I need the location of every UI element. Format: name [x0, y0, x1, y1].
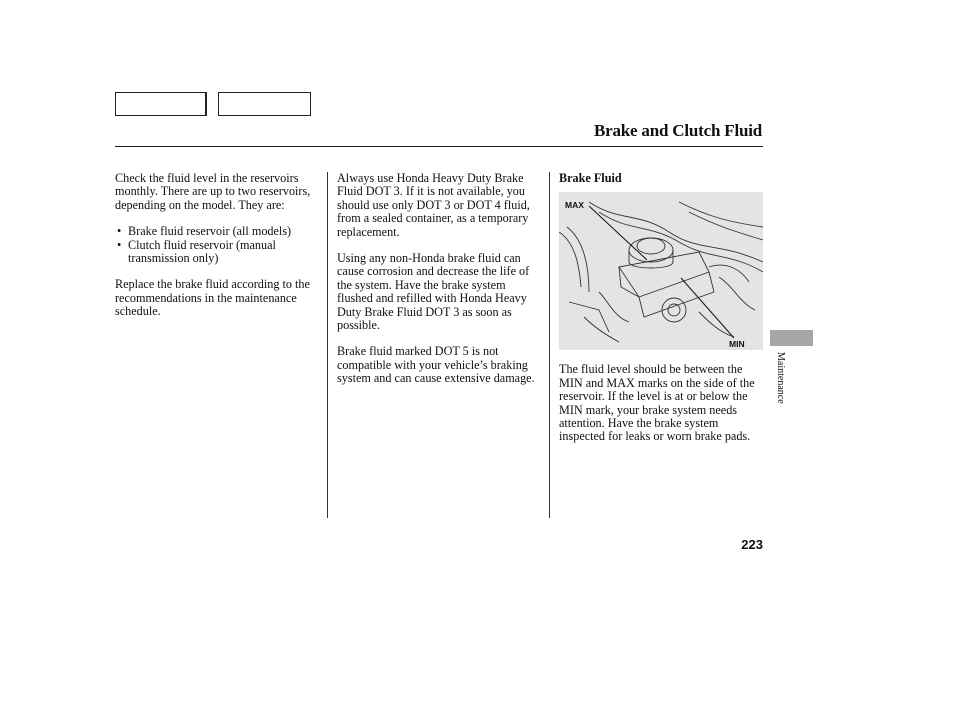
- min-label: MIN: [729, 339, 745, 350]
- column-1: [115, 172, 320, 332]
- reservoir-list: [115, 225, 320, 265]
- section-label: Maintenance: [775, 352, 786, 404]
- engine-bay-drawing: [559, 192, 763, 350]
- list-item: • Brake fluid reservoir (all models): [115, 225, 320, 238]
- section-thumb-tab[interactable]: [770, 330, 813, 346]
- column-divider-2: [549, 172, 550, 518]
- column-divider-1: [327, 172, 328, 518]
- paragraph-non-honda: Using any non-Honda brake fluid can cause corrosion and decrease the life of the system. Have the brake system flushed and refilled with Honda Heavy Duty Brake Fluid DOT 3 as soon as possible.: [337, 251, 530, 333]
- intro-paragraph: Check the fluid level in the reservoirs monthly. There are up to two reservoirs, depending on the model. They are:: [115, 171, 311, 212]
- max-label: MAX: [565, 200, 584, 211]
- nav-tab-box-right[interactable]: [218, 92, 311, 116]
- section-subheading: Brake Fluid: [559, 171, 622, 185]
- fluid-level-paragraph: The fluid level should be between the MIN and MAX marks on the side of the reservoir. If the level is at or below the MIN mark, your brake system needs attention. Have the brake system inspected for leaks or worn brake pads.: [559, 362, 755, 444]
- column-3: [559, 172, 764, 457]
- closing-paragraph: Replace the brake fluid according to the recommendations in the maintenance schedule.: [115, 277, 310, 319]
- paragraph-dot5: Brake fluid marked DOT 5 is not compatible with your vehicle’s braking system and can cause extensive damage.: [337, 344, 535, 386]
- list-item: • Clutch fluid reservoir (manual transmission only): [115, 239, 320, 266]
- page-number: 223: [741, 537, 763, 552]
- paragraph-dot3: Always use Honda Heavy Duty Brake Fluid DOT 3. If it is not available, you should use only DOT 3 or DOT 4 fluid, from a sealed container, as a temporary replacement.: [337, 171, 530, 239]
- brake-reservoir-illustration: [559, 192, 763, 350]
- column-2: [337, 172, 543, 399]
- page-title: Brake and Clutch Fluid: [594, 121, 762, 140]
- nav-tab-box-left[interactable]: [115, 92, 207, 116]
- title-rule: [115, 146, 763, 147]
